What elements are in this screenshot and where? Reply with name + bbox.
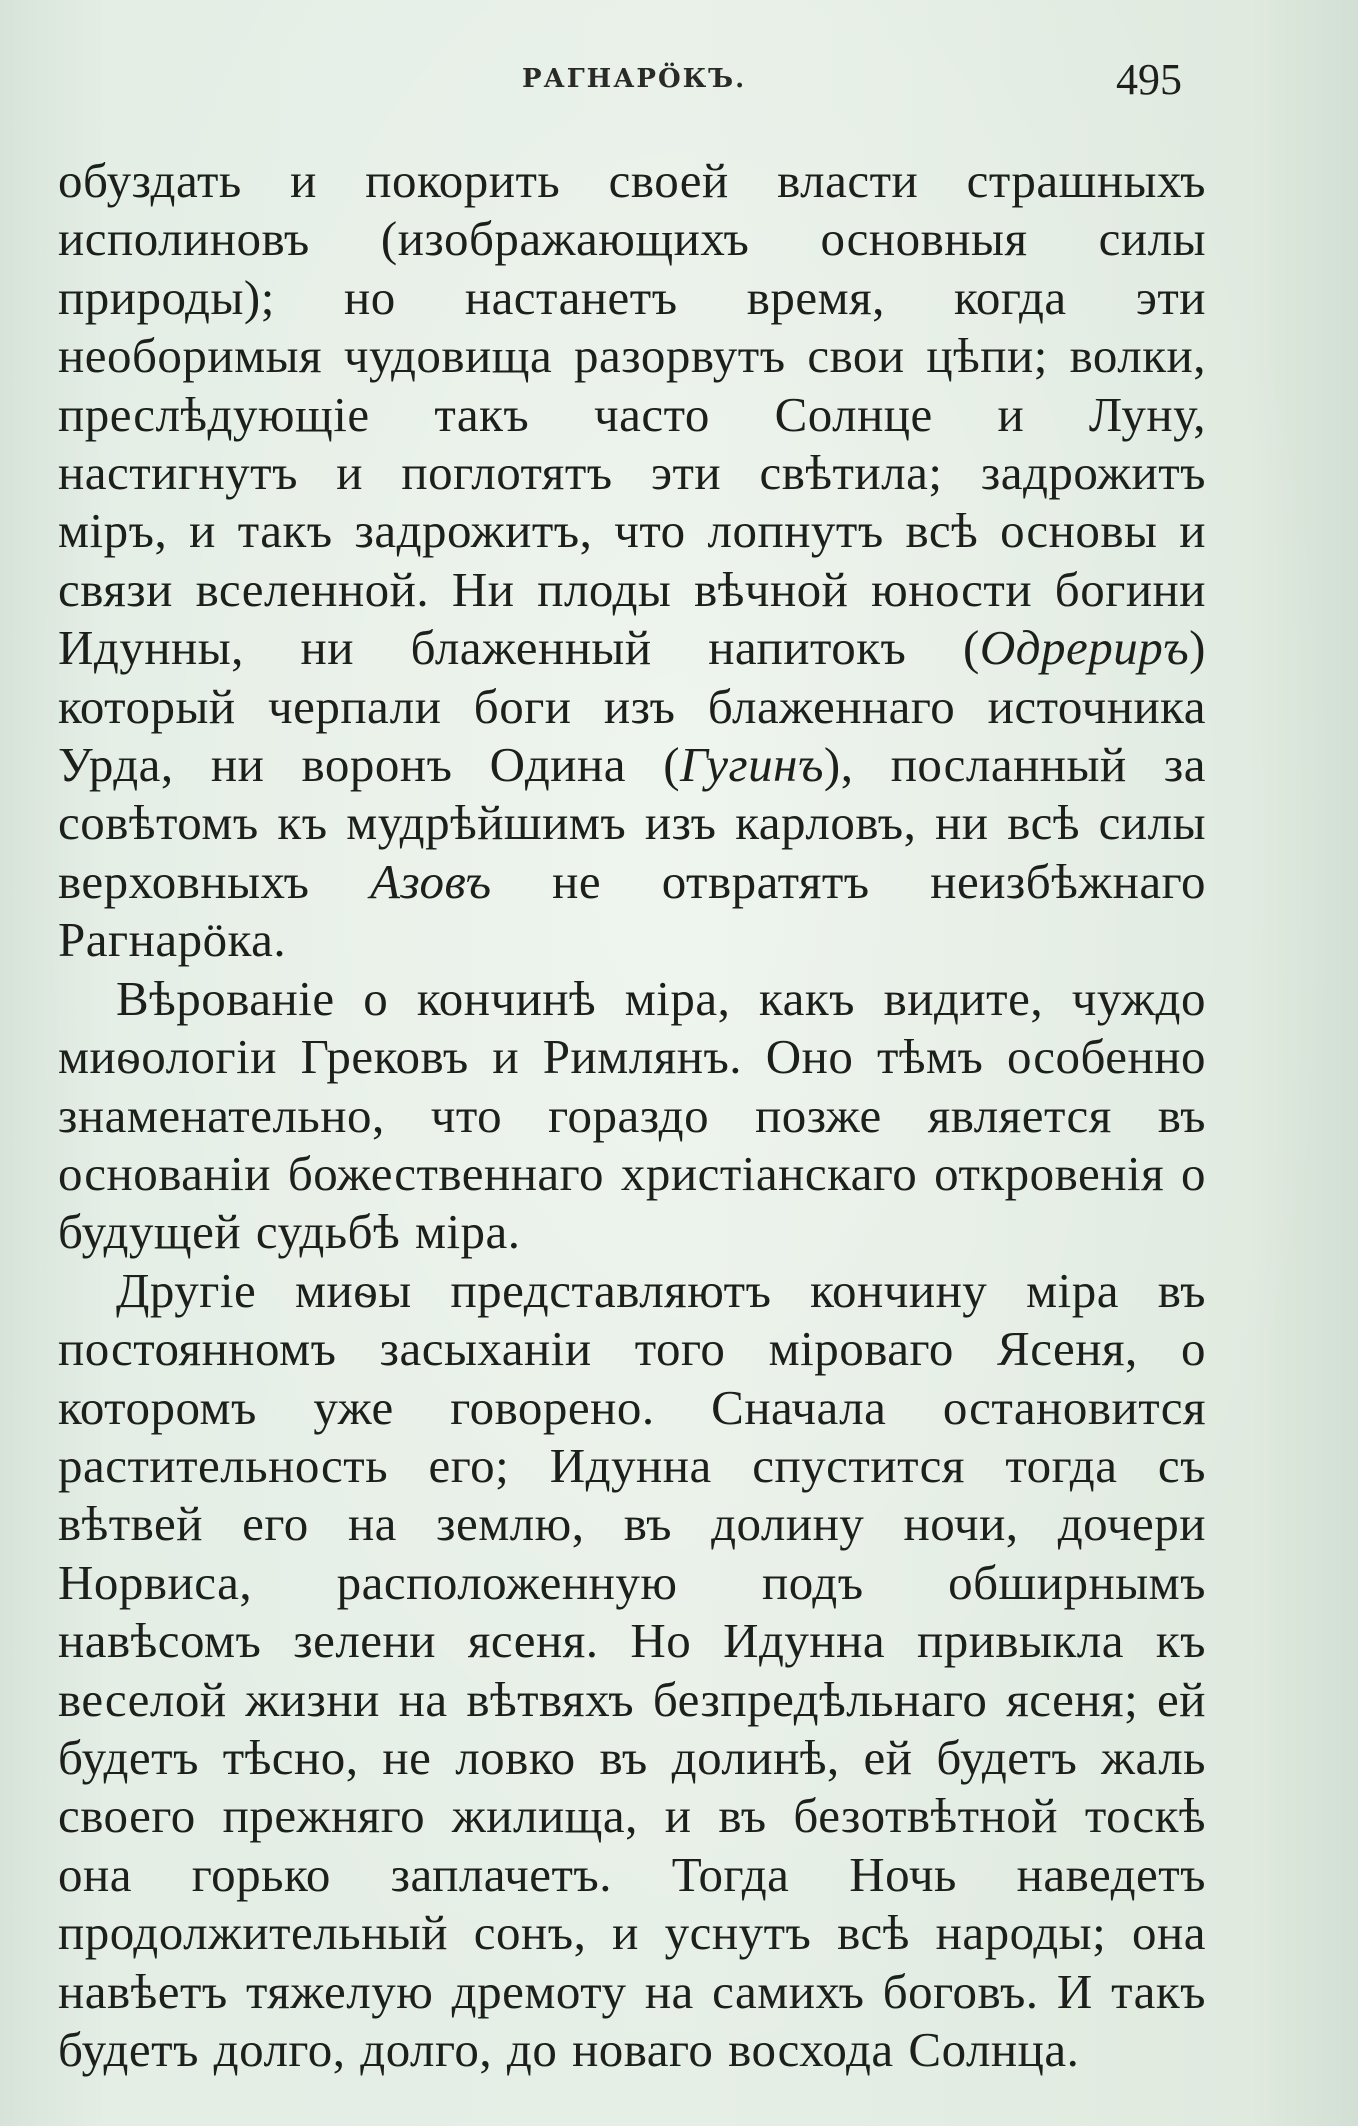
paragraph-1-text-c: ), посланный за совѣтомъ къ мудрѣйшимъ изъ карловъ, ни всѣ силы верховныхъ [58,737,1206,909]
italic-term-odrerir: Одрериръ [979,620,1190,676]
body-text [58,152,1206,2079]
paragraph-1-text-a: обуздать и покорить своей власти страшныхъ исполиновъ (изображающихъ основныя силы природы); но настанетъ время, когда эти необоримыя чудовища разорвутъ свои цѣпи; волки, преслѣдующіе такъ часто Солнце и Луну, настигнутъ и поглотятъ эти свѣтила; задрожитъ міръ, и такъ задрожитъ, что лопнутъ всѣ основы и связи вселенной. Ни плоды вѣчной юности богини Идунны, ни блаженный напитокъ ( [58,153,1206,676]
paragraph-2: Вѣрованіе о кончинѣ міра, какъ видите, чуждо миѳологіи Грековъ и Римлянъ. Оно тѣмъ особенно знаменательно, что гораздо позже является въ основаніи божественнаго христіанскаго откровенія о будущей судьбѣ міра. [58,970,1206,1260]
paragraph-1-text-b: ) который черпали боги изъ блаженнаго источника Урда, ни воронъ Одина ( [58,620,1206,793]
page-number: 495 [1116,55,1182,104]
italic-term-azov: Азовъ [370,853,492,909]
running-title: РАГНАРÖКЪ. [522,64,747,94]
paragraph-1-text-d: не отвратятъ неизбѣжнаго Рагнарöка. [58,853,1207,968]
running-head [0,54,1358,114]
italic-term-gugin: Гугинъ [680,737,824,793]
paragraph-1 [58,152,1206,970]
paragraph-3: Другіе миѳы представляютъ кончину міра въ постоянномъ засыханіи того міроваго Ясеня, о которомъ уже говорено. Сначала остановится растительность его; Идунна спустится тогда съ вѣтвей его на землю, въ долину ночи, дочери Норвиса, расположенную подъ обширнымъ навѣсомъ зелени ясеня. Но Идунна привыкла къ веселой жизни на вѣтвяхъ безпредѣльнаго ясеня; ей будетъ тѣсно, не ловко въ долинѣ, ей будетъ жаль своего прежняго жилища, и въ безотвѣтной тоскѣ она горько заплачетъ. Тогда Ночь наведетъ продолжительный сонъ, и уснутъ всѣ народы; она навѣетъ тяжелую дремоту на самихъ боговъ. И такъ будетъ долго, долго, до новаго восхода Солнца. [58,1262,1206,2077]
